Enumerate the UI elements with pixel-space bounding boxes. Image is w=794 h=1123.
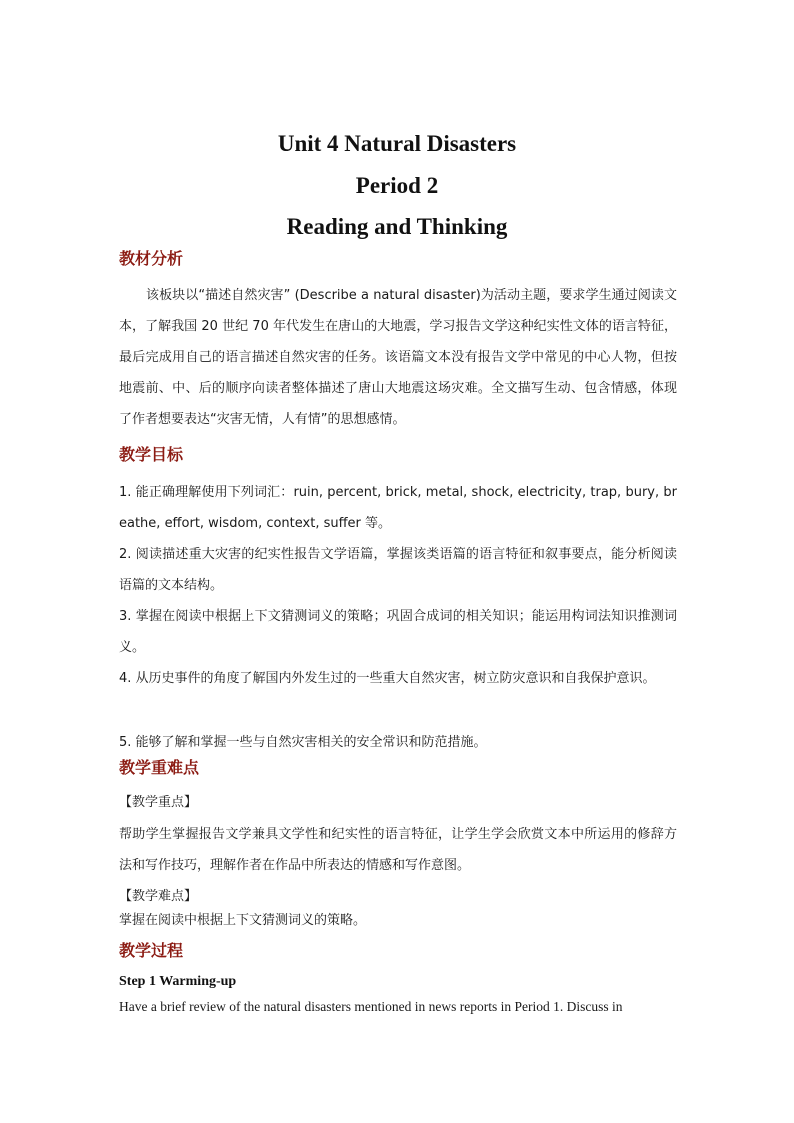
step1-text: Have a brief review of the natural disasters mentioned in news reports in Period 1. Discuss in [119,999,623,1014]
goal-item-4: 4. 从历史事件的角度了解国内外发生过的一些重大自然灾害，树立防灾意识和自我保护意识。 [119,671,656,686]
difficulty-text: 掌握在阅读中根据上下文猜测词义的策略。 [119,913,367,928]
difficulty-label: 【教学难点】 [119,889,198,904]
goal-item-1: 1. 能正确理解使用下列词汇：ruin, percent, brick, metal, shock, electricity, trap, bury, breathe, effort, wisdom, context, suffer 等。 [119,485,677,531]
process-heading: 教学过程 [119,941,184,960]
key-points-heading: 教学重难点 [119,758,200,777]
goal-item-5: 5. 能够了解和掌握一些与自然灾害相关的安全常识和防范措施。 [119,735,487,750]
analysis-paragraph: 该板块以“描述自然灾害” (Describe a natural disaster)为活动主题，要求学生通过阅读文本，了解我国 20 世纪 70 年代发生在唐山的大地震，学习报告文学这种纪实性文体的语言特征，最后完成用自己的语言描述自然灾害的任务。该语篇文本没有报告文学中常见的中心人物，但按地震前、中、后的顺序向读者整体描述了唐山大地震这场灾难。全文描写生动、包含情感，体现了作者想要表达“灾害无情，人有情”的思想感情。 [119,288,677,427]
lesson-title: Reading and Thinking [286,214,508,239]
goals-heading: 教学目标 [119,445,184,464]
period-title: Period 2 [355,173,439,198]
goal-item-3: 3. 掌握在阅读中根据上下文猜测词义的策略；巩固合成词的相关知识；能运用构词法知识推测词义。 [119,609,677,655]
focus-paragraph: 帮助学生掌握报告文学兼具文学性和纪实性的语言特征，让学生学会欣赏文本中所运用的修辞方法和写作技巧，理解作者在作品中所表达的情感和写作意图。 [119,827,677,873]
focus-label: 【教学重点】 [119,795,198,810]
goal-item-2: 2. 阅读描述重大灾害的纪实性报告文学语篇，掌握该类语篇的语言特征和叙事要点，能分析阅读语篇的文本结构。 [119,547,677,593]
step1-title: Step 1 Warming-up [119,974,237,989]
unit-title: Unit 4 Natural Disasters [277,131,517,156]
analysis-heading: 教材分析 [119,249,184,268]
